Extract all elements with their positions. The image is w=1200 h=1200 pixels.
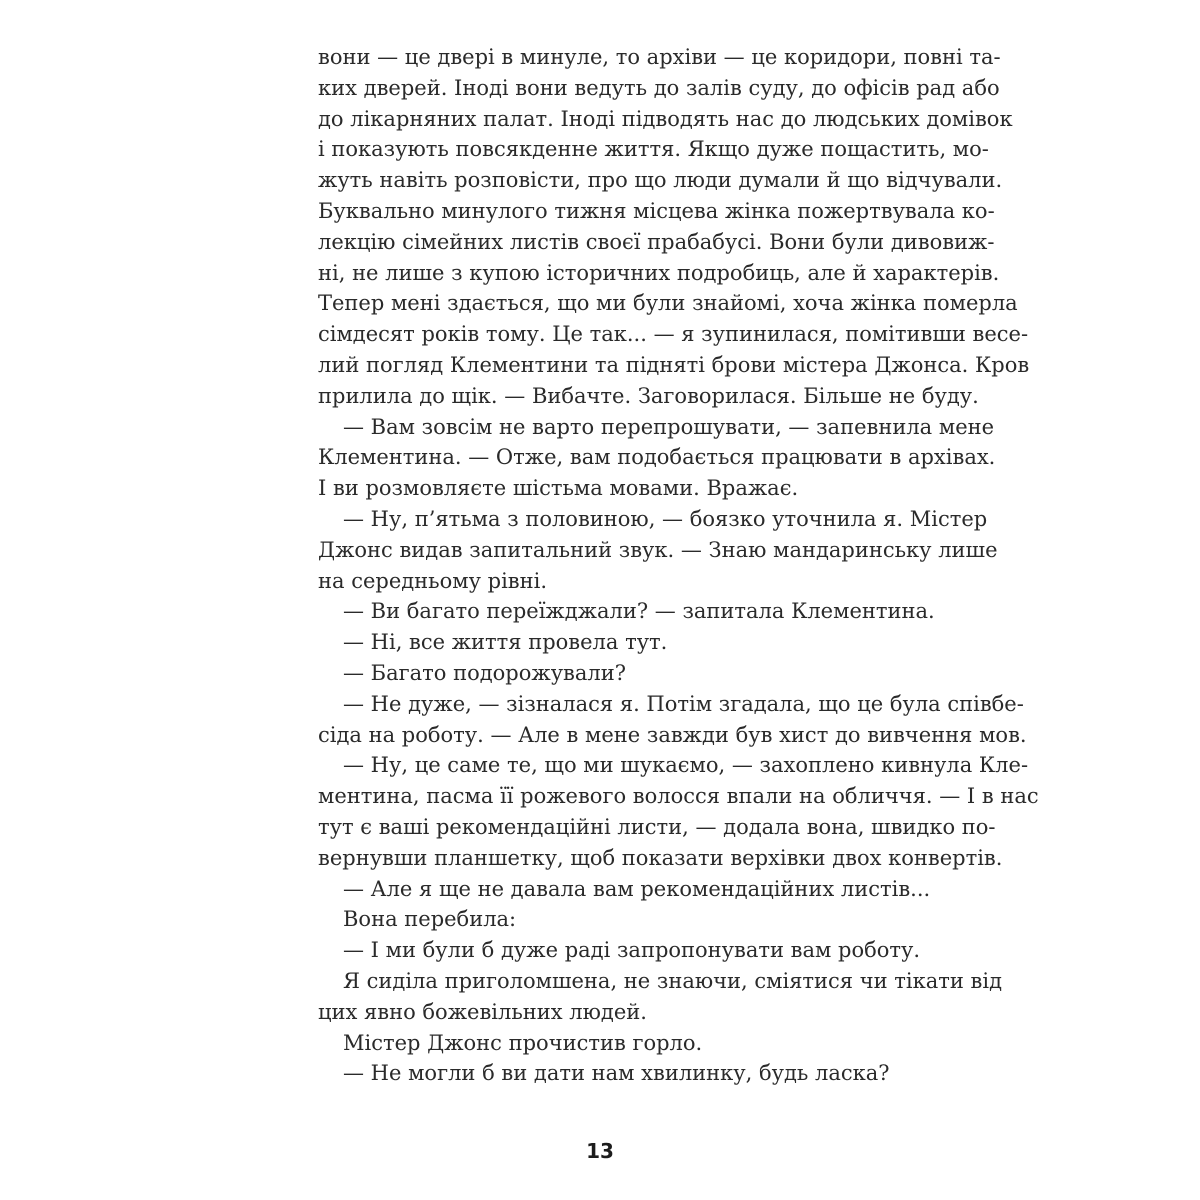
text-line: — Вам зовсім не варто перепрошувати, — запевнила мене (343, 414, 995, 439)
text-line: Джонс видав запитальний звук. — Знаю мандаринську лише (318, 537, 998, 562)
text-line: тут є ваші рекомендаційні листи, — додала вона, швидко по- (318, 814, 996, 839)
text-line: Вона перебила: (343, 907, 517, 932)
text-line: до лікарняних палат. Іноді підводять нас до людських домівок (318, 106, 1013, 131)
text-line: сіда на роботу. — Але в мене завжди був хист до вивчення мов. (318, 722, 1027, 747)
text-line: — Ну, п’ятьма з половиною, — боязко уточнила я. Містер (343, 506, 988, 531)
text-line: Я сиділа приголомшена, не знаючи, сміятися чи тікати від (343, 968, 1003, 993)
text-line: Тепер мені здається, що ми були знайомі, хоча жінка померла (318, 291, 1018, 316)
text-line: — Не дуже, — зізналася я. Потім згадала, що це була співбе- (343, 691, 1024, 716)
text-line: жуть навіть розповісти, про що люди думали й що відчували. (318, 168, 1003, 193)
text-line: і показують повсякденне життя. Якщо дуже пощастить, мо- (318, 137, 989, 162)
text-line: ментина, пасма її рожевого волосся впали на обличчя. — І в нас (318, 784, 1039, 809)
text-line: вони — це двері в минуле, то архіви — це коридори, повні та- (318, 45, 1001, 69)
text-line: — Але я ще не давала вам рекомендаційних листів... (343, 876, 931, 901)
text-line: Клементина. — Отже, вам подобається працювати в архівах. (318, 445, 996, 470)
text-line: — Ні, все життя провела тут. (343, 630, 668, 655)
text-line: ких дверей. Іноді вони ведуть до залів суду, до офісів рад або (318, 75, 1000, 100)
text-line: Буквально минулого тижня місцева жінка пожертвувала ко- (318, 198, 995, 223)
text-line: Містер Джонс прочистив горло. (343, 1030, 703, 1055)
text-line: лекцію сімейних листів своєї прабабусі. Вони були дивовиж- (318, 229, 995, 254)
text-line: лий погляд Клементини та підняті брови містера Джонса. Кров (318, 352, 1030, 377)
text-line: цих явно божевільних людей. (318, 999, 647, 1024)
text-line: на середньому рівні. (318, 568, 547, 593)
text-line: — Багато подорожували? (343, 660, 626, 685)
page-number: 13 (586, 1139, 614, 1163)
text-line: вернувши планшетку, щоб показати верхівки двох конвертів. (318, 845, 1003, 870)
text-line: сімдесят років тому. Це так... — я зупинилася, помітивши весе- (318, 322, 1029, 347)
text-line: — Ну, це саме те, що ми шукаємо, — захоплено кивнула Кле- (343, 753, 1029, 778)
text-line: прилила до щік. — Вибачте. Заговорилася. Більше не буду. (318, 383, 979, 408)
text-line: І ви розмовляєте шістьма мовами. Вражає. (318, 476, 799, 501)
text-line: — Ви багато переїжджали? — запитала Клементина. (343, 599, 935, 624)
body-text (318, 42, 1039, 1089)
text-line: ні, не лише з купою історичних подробиць, але й характерів. (318, 260, 1000, 285)
text-line: — І ми були б дуже раді запропонувати вам роботу. (343, 938, 921, 963)
text-line: — Не могли б ви дати нам хвилинку, будь ласка? (343, 1061, 890, 1086)
